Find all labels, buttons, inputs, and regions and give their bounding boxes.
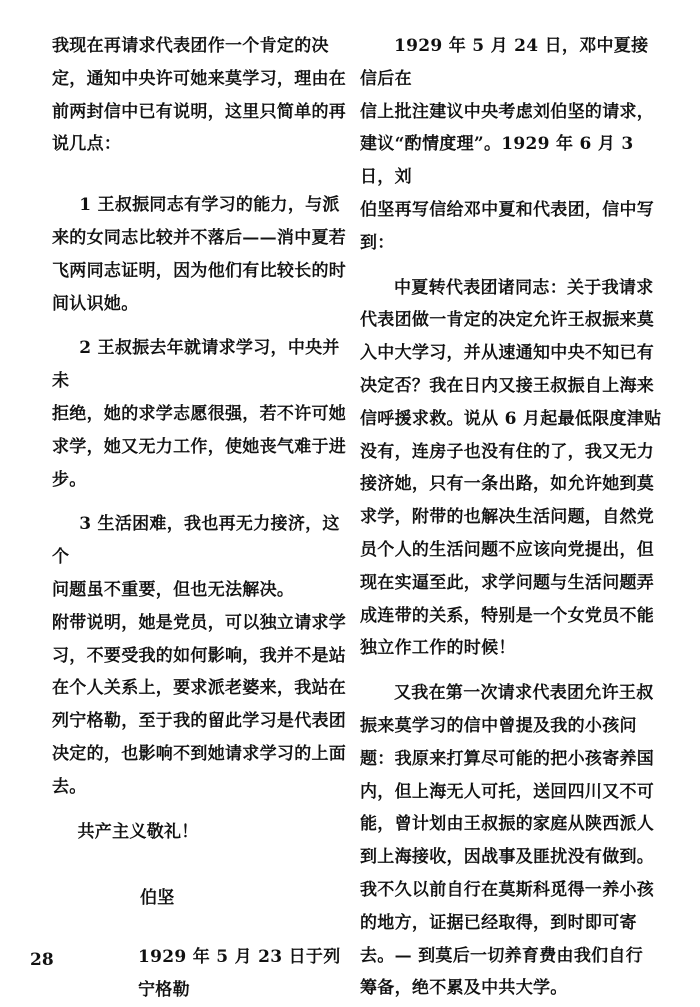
letter-date-line: 1929 年 5 月 23 日于列宁格勒 <box>138 947 341 1000</box>
right-paragraph-letter: 中夏转代表团诸同志：关于我请求 代表团做一肯定的决定允许王叔振来莫 入中大学习，并从速通知中央不知已有 决定否？我在日内又接王叔振自上海来 信呼援求救。说从 6 月起最低限度津贴 没有，连房子也没有住的了，我又无力 接济她，只有一条出路，如允许她到莫 求学，附带的也解决生活问题，自然党 员个人的生活问题不应该向党提出，但 现在实逼至此，求学问题与生活问题弄 成连带的关系，特别是一个女党员不能 独立作工作的时候！ <box>360 277 662 659</box>
left-paragraph-point-2: 2 王叔振去年就请求学习，中央并未 拒绝，她的求学志愿很强，若不许可她 求学，她又无力工作，使她丧气难于进 步。 <box>52 338 347 490</box>
right-paragraph-narrative: 1929 年 5 月 24 日，邓中夏接信后在 信上批注建议中央考虑刘伯坚的请求， 建议“酌情度理”。1929 年 6 月 3 日，刘 伯坚再写信给邓中夏和代表团，信中写 到： <box>360 36 655 253</box>
left-paragraph-intro: 我现在再请求代表团作一个肯定的决 定，通知中央许可她来莫学习，理由在 前两封信中已有说明，这里只简单的再 说几点： <box>52 36 347 155</box>
letter-signature: 伯坚 <box>140 888 175 909</box>
left-paragraph-point-1: 1 王叔振同志有学习的能力，与派 来的女同志比较并不落后——消中夏若 飞两同志证明，因为他们有比较长的时 间认识她。 <box>52 195 347 314</box>
right-paragraph-child-issue: 又我在第一次请求代表团允许王叔 振来莫学习的信中曾提及我的小孩问 题：我原来打算尽可能的把小孩寄养国 内，但上海无人可托，送回四川又不可 能，曾计划由王叔振的家庭从陕西派人 到上海接收，因战事及匪扰没有做到。 我不久以前自行在莫斯科觅得一养小孩 的地方，证据已经取得，到时即可寄 去。— 到莫后一切养育费由我们自行 筹备，绝不累及中共大学。 <box>360 683 655 999</box>
letter-salutation: 共产主义敬礼！ <box>77 821 199 842</box>
right-column <box>360 30 662 1005</box>
page-number: 28 <box>30 950 54 970</box>
left-paragraph-point-3: 3 生活困难，我也再无力接济，这个 问题虽不重要，但也无法解决。 <box>52 514 340 600</box>
left-column <box>52 30 352 1007</box>
left-paragraph-note: 附带说明，她是党员，可以独立请求学 习，不要受我的如何影响，我并不是站 在个人关系上，要求派老婆来，我站在 列宁格勒，至于我的留此学习是代表团 决定的，也影响不到她请求学习的上面 去。 <box>52 612 347 797</box>
